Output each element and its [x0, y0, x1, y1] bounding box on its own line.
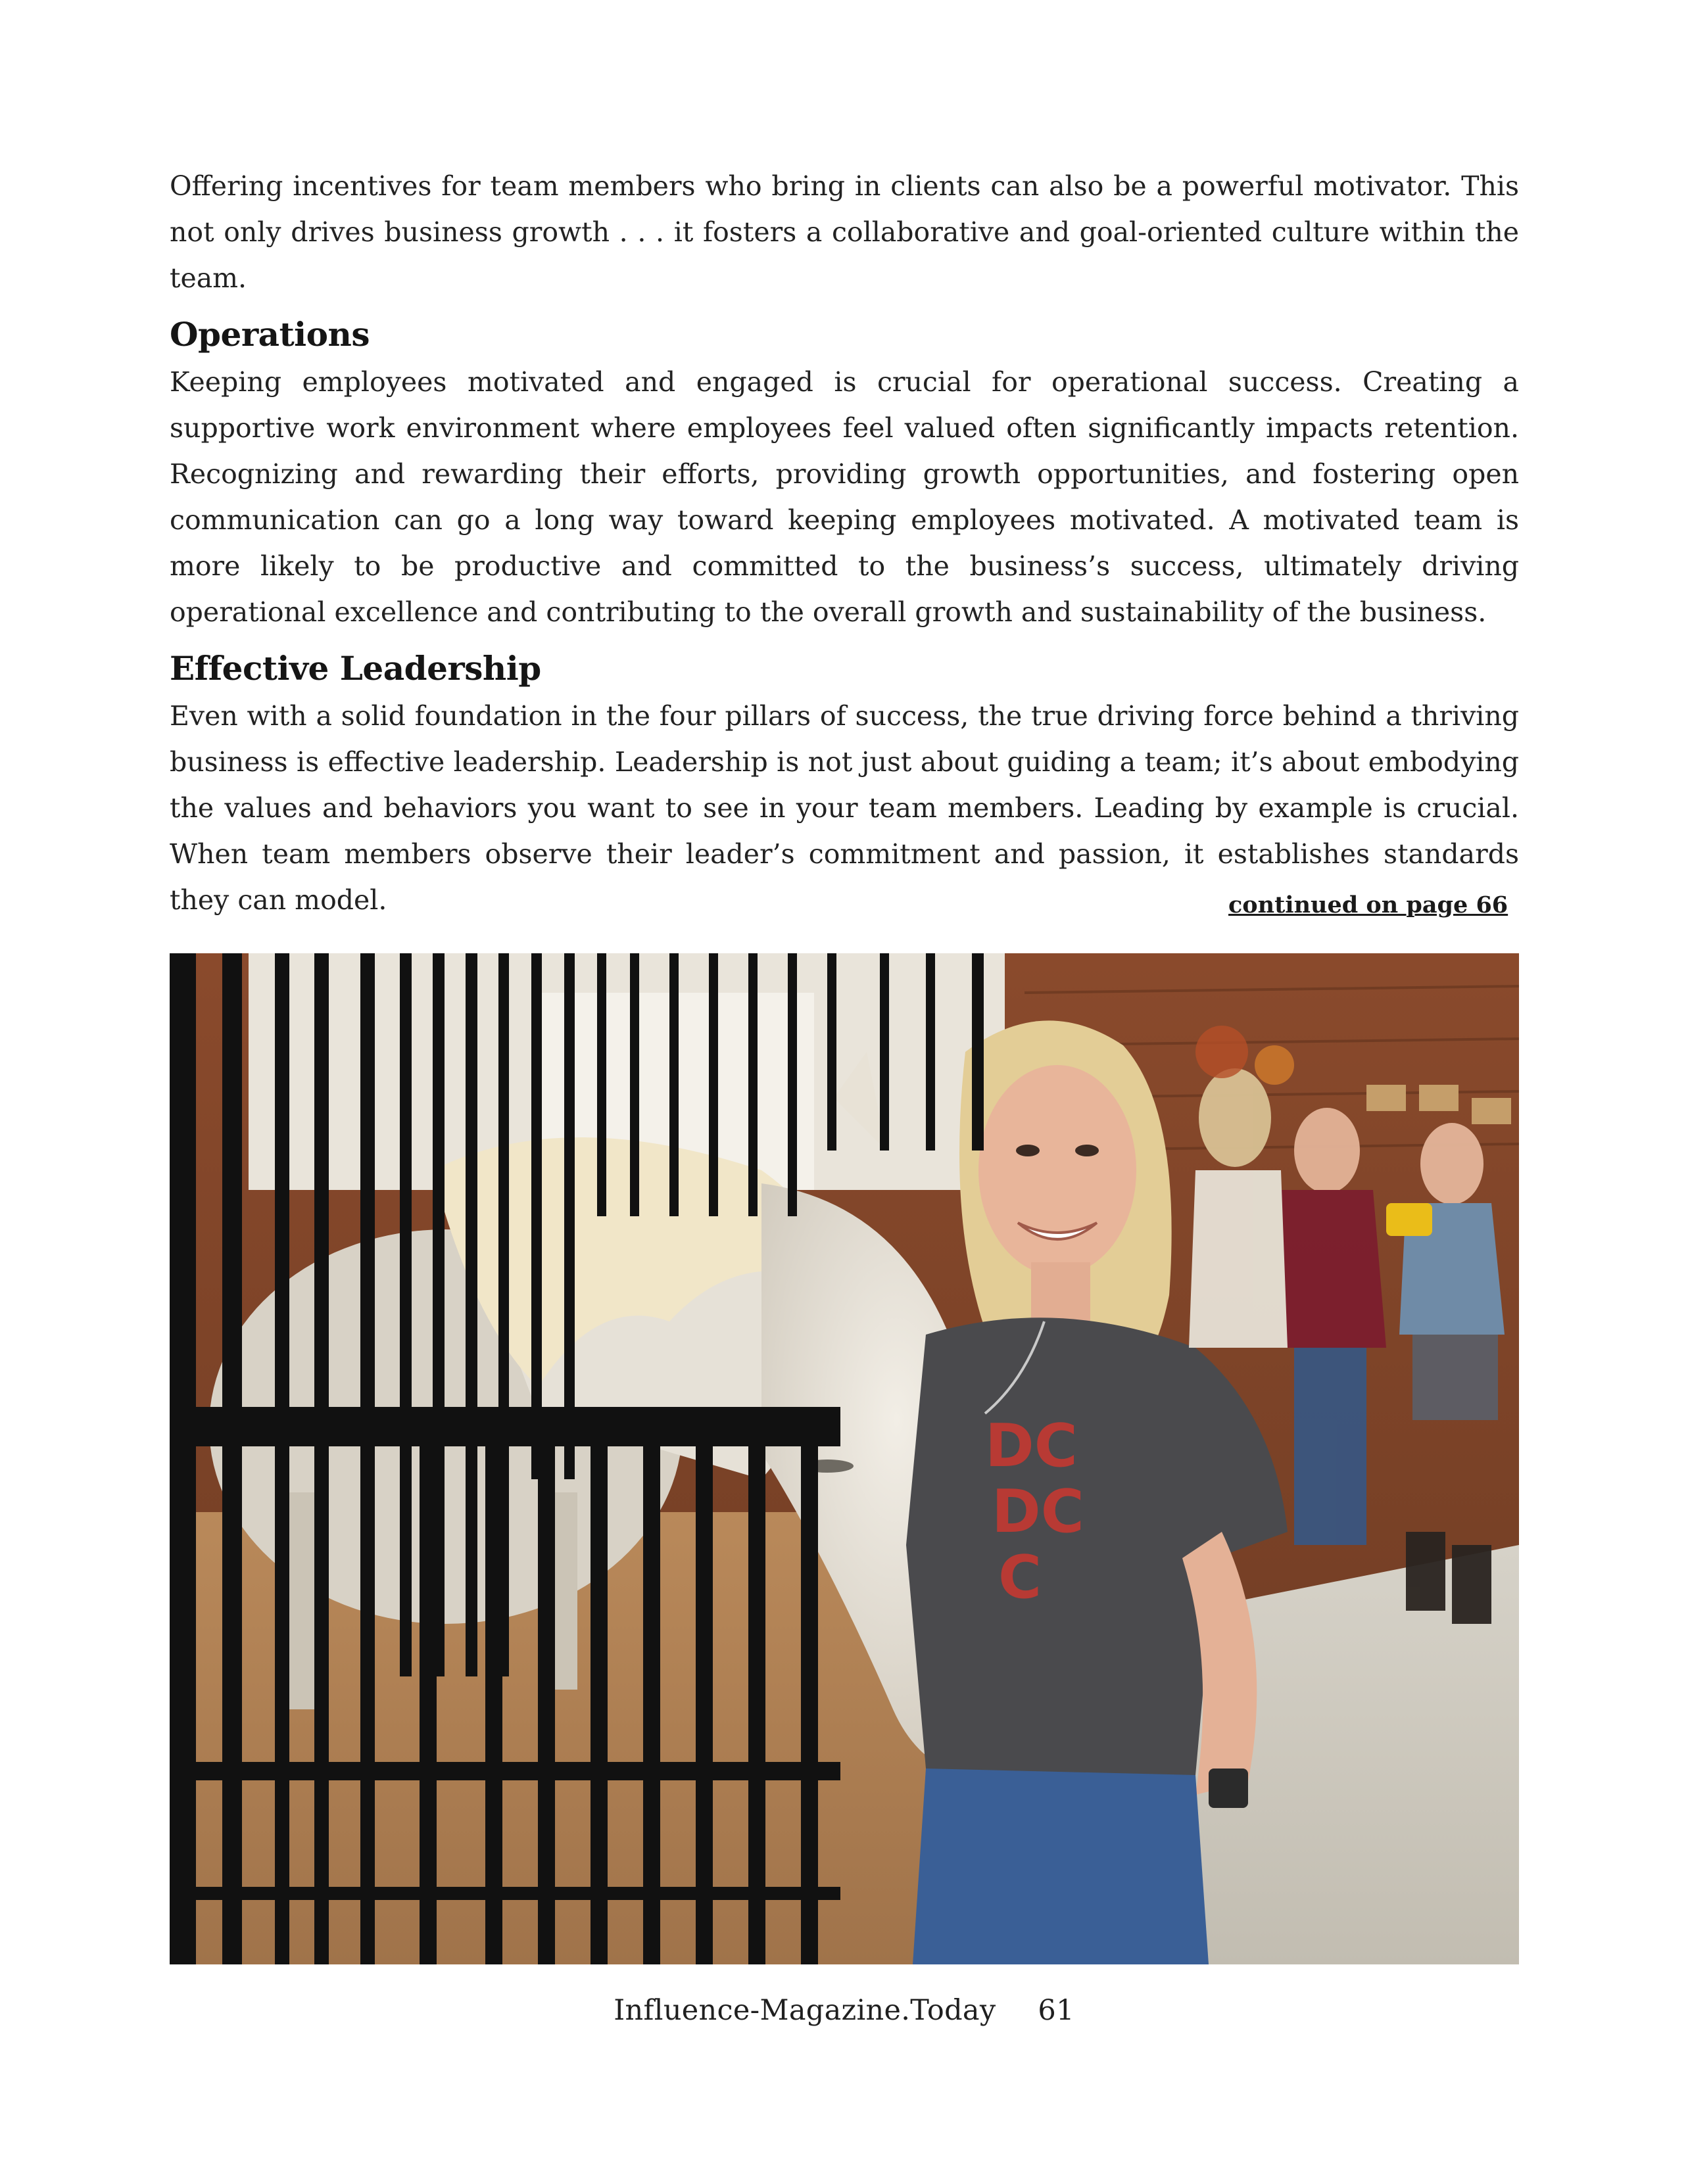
section-heading-operations: Operations — [170, 315, 370, 354]
section-body-operations: Keeping employees motivated and engaged is crucial for operational success. Creating a supportive work environment where employees feel valued often significantly impacts retention. Recognizing and rewarding their efforts, providing growth opportunities, and fostering open communication can go a long way toward keeping employees motivated. A motivated team is more likely to be productive and committed to the business’s success, ultimately driving operational excellence and contributing to the overall growth and sustainability of the business. — [170, 366, 1519, 628]
svg-text:C: C — [998, 1543, 1042, 1612]
article-photo — [170, 953, 1519, 1964]
footer-site-name: Influence-Magazine.Today — [614, 1994, 996, 2027]
section-heading-effective-leadership: Effective Leadership — [170, 649, 541, 688]
svg-text:DC: DC — [985, 1412, 1078, 1481]
continued-link[interactable]: continued on page 66 — [1228, 891, 1508, 918]
footer-page-number: 61 — [1038, 1994, 1074, 2027]
intro-paragraph: Offering incentives for team members who bring in clients can also be a powerful motivator. This not only drives business growth . . . it fosters a collaborative and goal-oriented culture within the team. — [170, 170, 1519, 294]
page-footer — [0, 1991, 1688, 2030]
article-column — [170, 163, 1519, 923]
section-body-effective-leadership: Even with a solid foundation in the four pillars of success, the true driving force behind a thriving business is effective leadership. Leadership is not just about guiding a team; it’s about embodying the values and behaviors you want to see in your team members. Leading by example is crucial. When team members observe their leader’s commitment and passion, it establishes standards they can model. — [170, 700, 1519, 916]
svg-text:DC: DC — [992, 1477, 1084, 1546]
